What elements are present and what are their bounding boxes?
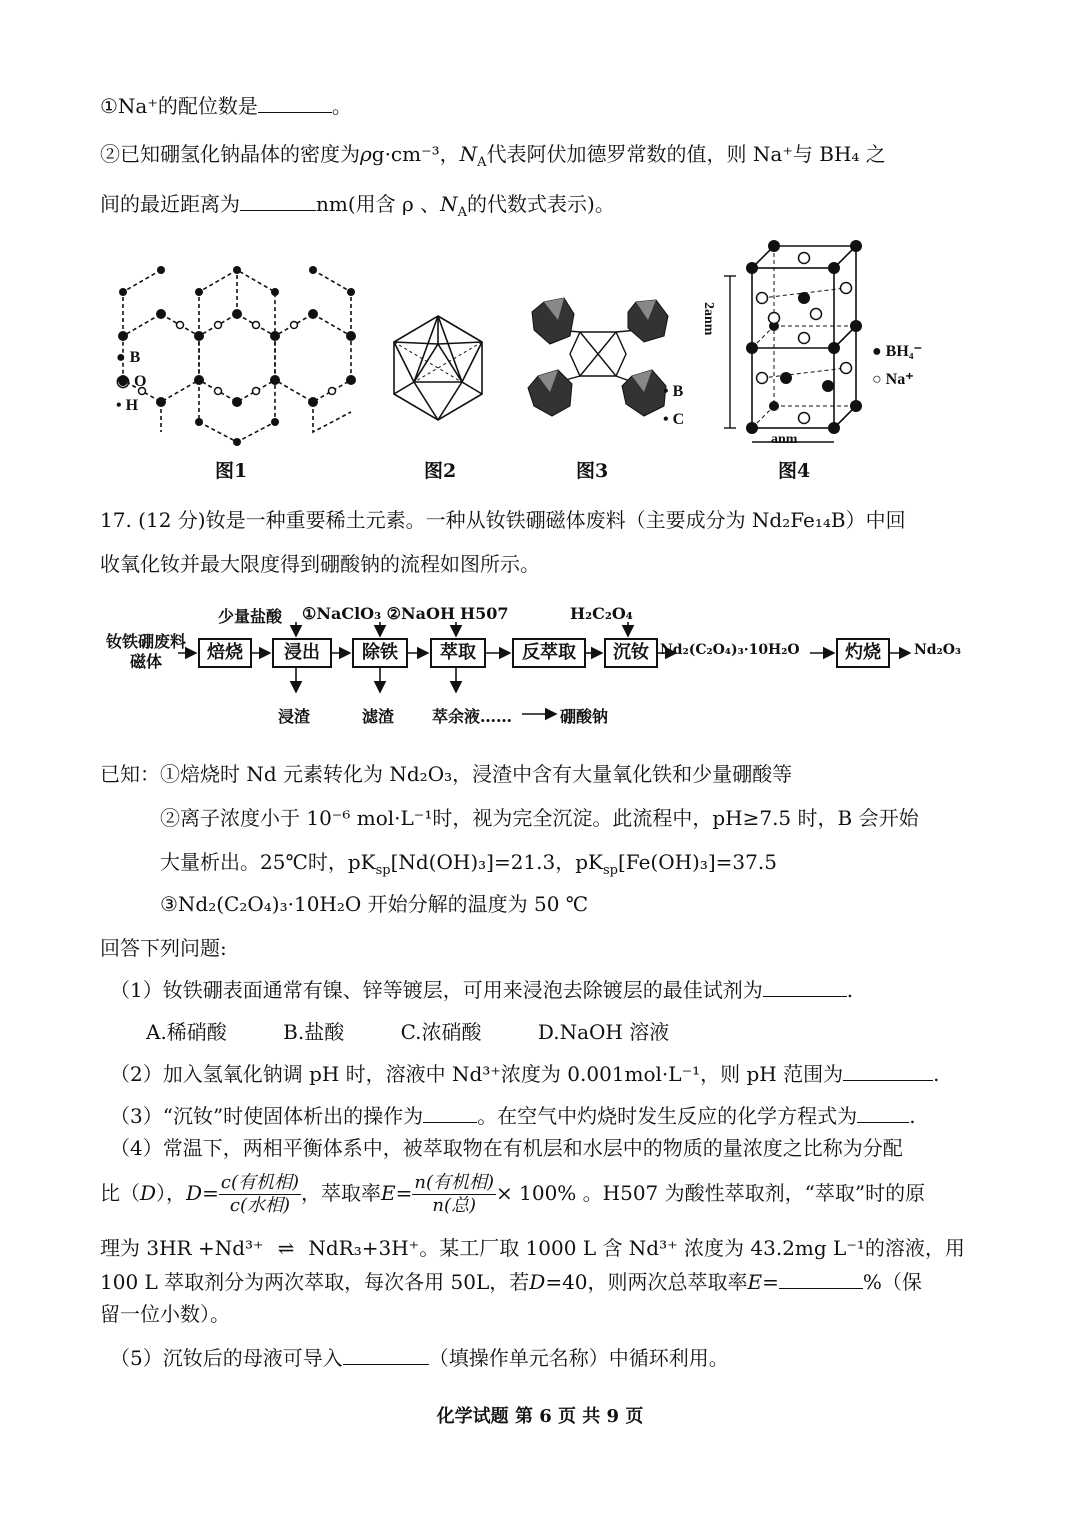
q16-sub2-line1: ②已知硼氢化钠晶体的密度为ρg·cm⁻³，$N_A$代表阿伏加德罗常数的值，则 Na⁺与 BH₄ 之 [100,142,886,170]
figure-4-height-label: 2anm [701,302,716,336]
flow-step-leach: 浸出 [272,638,332,668]
fraction-distribution-ratio: $\frac{\text{c(有机相)}}{\text{c(水相)}}$ [220,1172,299,1216]
figure-4-unit-cell [712,238,872,453]
flow-step-ignite: 灼烧 [836,638,890,668]
q17-known-4: ③Nd₂(C₂O₄)₃·10H₂O 开始分解的温度为 50 ℃ [160,892,589,916]
flow-step-roast: 焙烧 [198,638,252,668]
answer-blank[interactable] [779,1270,863,1289]
flow-step-extract: 萃取 [430,638,486,668]
answer-blank[interactable] [423,1104,477,1123]
legend-bh4: ● BH₄⁻ [872,343,923,360]
q17-intro-line2: 收氧化钕并最大限度得到硼酸钠的流程如图所示。 [100,552,540,576]
q17-part-5: （5）沉钕后的母液可导入 （填操作单元名称）中循环利用。 [110,1346,729,1370]
answer-blank[interactable] [258,94,332,113]
q17-part-2: （2）加入氢氧化钠调 pH 时，溶液中 Nd³⁺浓度为 0.001mol·L⁻¹，则 pH 范围为 . [110,1062,940,1086]
flow-output-borate: 硼酸钠 [560,707,609,726]
answer-header: 回答下列问题: [100,936,227,960]
option-a[interactable]: A.稀硝酸 [146,1020,227,1044]
flow-step-back-extract: 反萃取 [512,638,586,668]
fraction-extraction-rate: $\frac{\text{n(有机相)}}{\text{n(总)}}$ [414,1172,495,1216]
answer-blank[interactable] [763,978,847,997]
flow-output-residue: 浸渣 [278,707,311,726]
option-c[interactable]: C.浓硝酸 [400,1020,482,1044]
figure-3-caption: 图3 [576,460,609,482]
flow-output-filter-residue: 滤渣 [362,707,395,726]
q17-part-4-line5: 留一位小数）。 [100,1302,230,1326]
q17-part-1-options [146,1018,669,1046]
q17-part-3: （3）“沉钕”时使固体析出的操作为 。在空气中灼烧时发生反应的化学方程式为 . [110,1104,916,1128]
q17-part-4-line2: 比（D），D= $\frac{\text{c(有机相)}}{\text{c(水相)}}$ ，萃取率E= $\frac{\text{n(有机相)}}{\text{n(总)}}$ × 100% 。H507 为酸性萃取剂，“萃取”时的原 [100,1172,926,1216]
flow-input-naclo3-naoh: ①NaClO₃ ②NaOH [302,604,456,623]
legend-o: ◉ O [116,373,147,390]
flow-arrows [0,596,1080,726]
answer-blank[interactable] [843,1062,933,1081]
legend-na: ○ Na⁺ [872,371,914,388]
figure-2-caption: 图2 [424,460,457,482]
q17-intro-line1: 17. (12 分)钕是一种重要稀土元素。一种从钕铁硼磁体废料（主要成分为 Nd₂Fe₁₄B）中回 [100,508,906,532]
legend-h: • H [116,397,139,414]
page-footer: 化学试题 第 6 页 共 9 页 [436,1406,644,1427]
q17-part-4-line3: 理为 3HR +Nd³⁺ ⇌ NdR₃+3H⁺。某工厂取 1000 L 含 Nd³⁺ 浓度为 43.2mg L⁻¹的溶液，用 [100,1236,965,1260]
option-b[interactable]: B.盐酸 [283,1020,345,1044]
legend-b: ● B [116,349,141,366]
q17-part-4-line4: 100 L 萃取剂分为两次萃取，每次各用 50L，若D=40，则两次总萃取率E= %（保 [100,1270,922,1294]
flow-step-remove-iron: 除铁 [352,638,408,668]
q17-known-1: 已知：①焙烧时 Nd 元素转化为 Nd₂O₃，浸渣中含有大量氧化铁和少量硼酸等 [100,762,793,786]
q17-known-3: 大量析出。25℃时，$pK_{sp}[Nd(OH)_3]=21.3$，$pK_{sp}[Fe(OH)_3]=37.5$ [160,850,777,878]
flow-start: 钕铁硼废料磁体 [105,632,186,671]
flow-product: Nd₂O₃ [914,642,962,658]
figure-1-caption: 图1 [215,460,248,482]
q17-part-1: （1）钕铁硼表面通常有镍、锌等镀层，可用来浸泡去除镀层的最佳试剂为 . [110,978,854,1002]
figure-3-structure [518,292,678,432]
flow-step-precipitate: 沉钕 [604,638,658,668]
option-d[interactable]: D.NaOH 溶液 [537,1020,670,1044]
figure-4-legend [872,338,922,394]
flow-output-raffinate: 萃余液…… [432,707,513,726]
answer-blank[interactable] [343,1346,429,1365]
figure-2-icosahedron [388,312,488,424]
figure-4-width-label: anm [771,432,798,447]
figure-1-legend [116,346,146,418]
legend-b: • B [663,383,684,400]
q16-sub2-line2: 间的最近距离为 nm(用含 ρ 、$N_A$的代数式表示)。 [100,192,615,220]
flow-intermediate: Nd₂(C₂O₄)₃·10H₂O [660,642,800,658]
legend-c: • C [663,411,685,428]
answer-blank[interactable] [857,1104,909,1123]
figure-4-caption: 图4 [778,460,811,482]
answer-blank[interactable] [240,192,316,211]
figure-3-legend [663,378,684,434]
flow-input-hcl: 少量盐酸 [218,607,283,626]
q17-known-2: ②离子浓度小于 10⁻⁶ mol·L⁻¹时，视为完全沉淀。此流程中，pH≥7.5 时，B 会开始 [160,806,919,830]
q17-part-4-line1: （4）常温下，两相平衡体系中，被萃取物在有机层和水层中的物质的量浓度之比称为分配 [110,1136,903,1160]
flow-input-h507: H507 [460,604,509,623]
q16-sub1: ①Na⁺的配位数是 。 [100,94,352,118]
flow-input-oxalic: H₂C₂O₄ [570,604,633,623]
